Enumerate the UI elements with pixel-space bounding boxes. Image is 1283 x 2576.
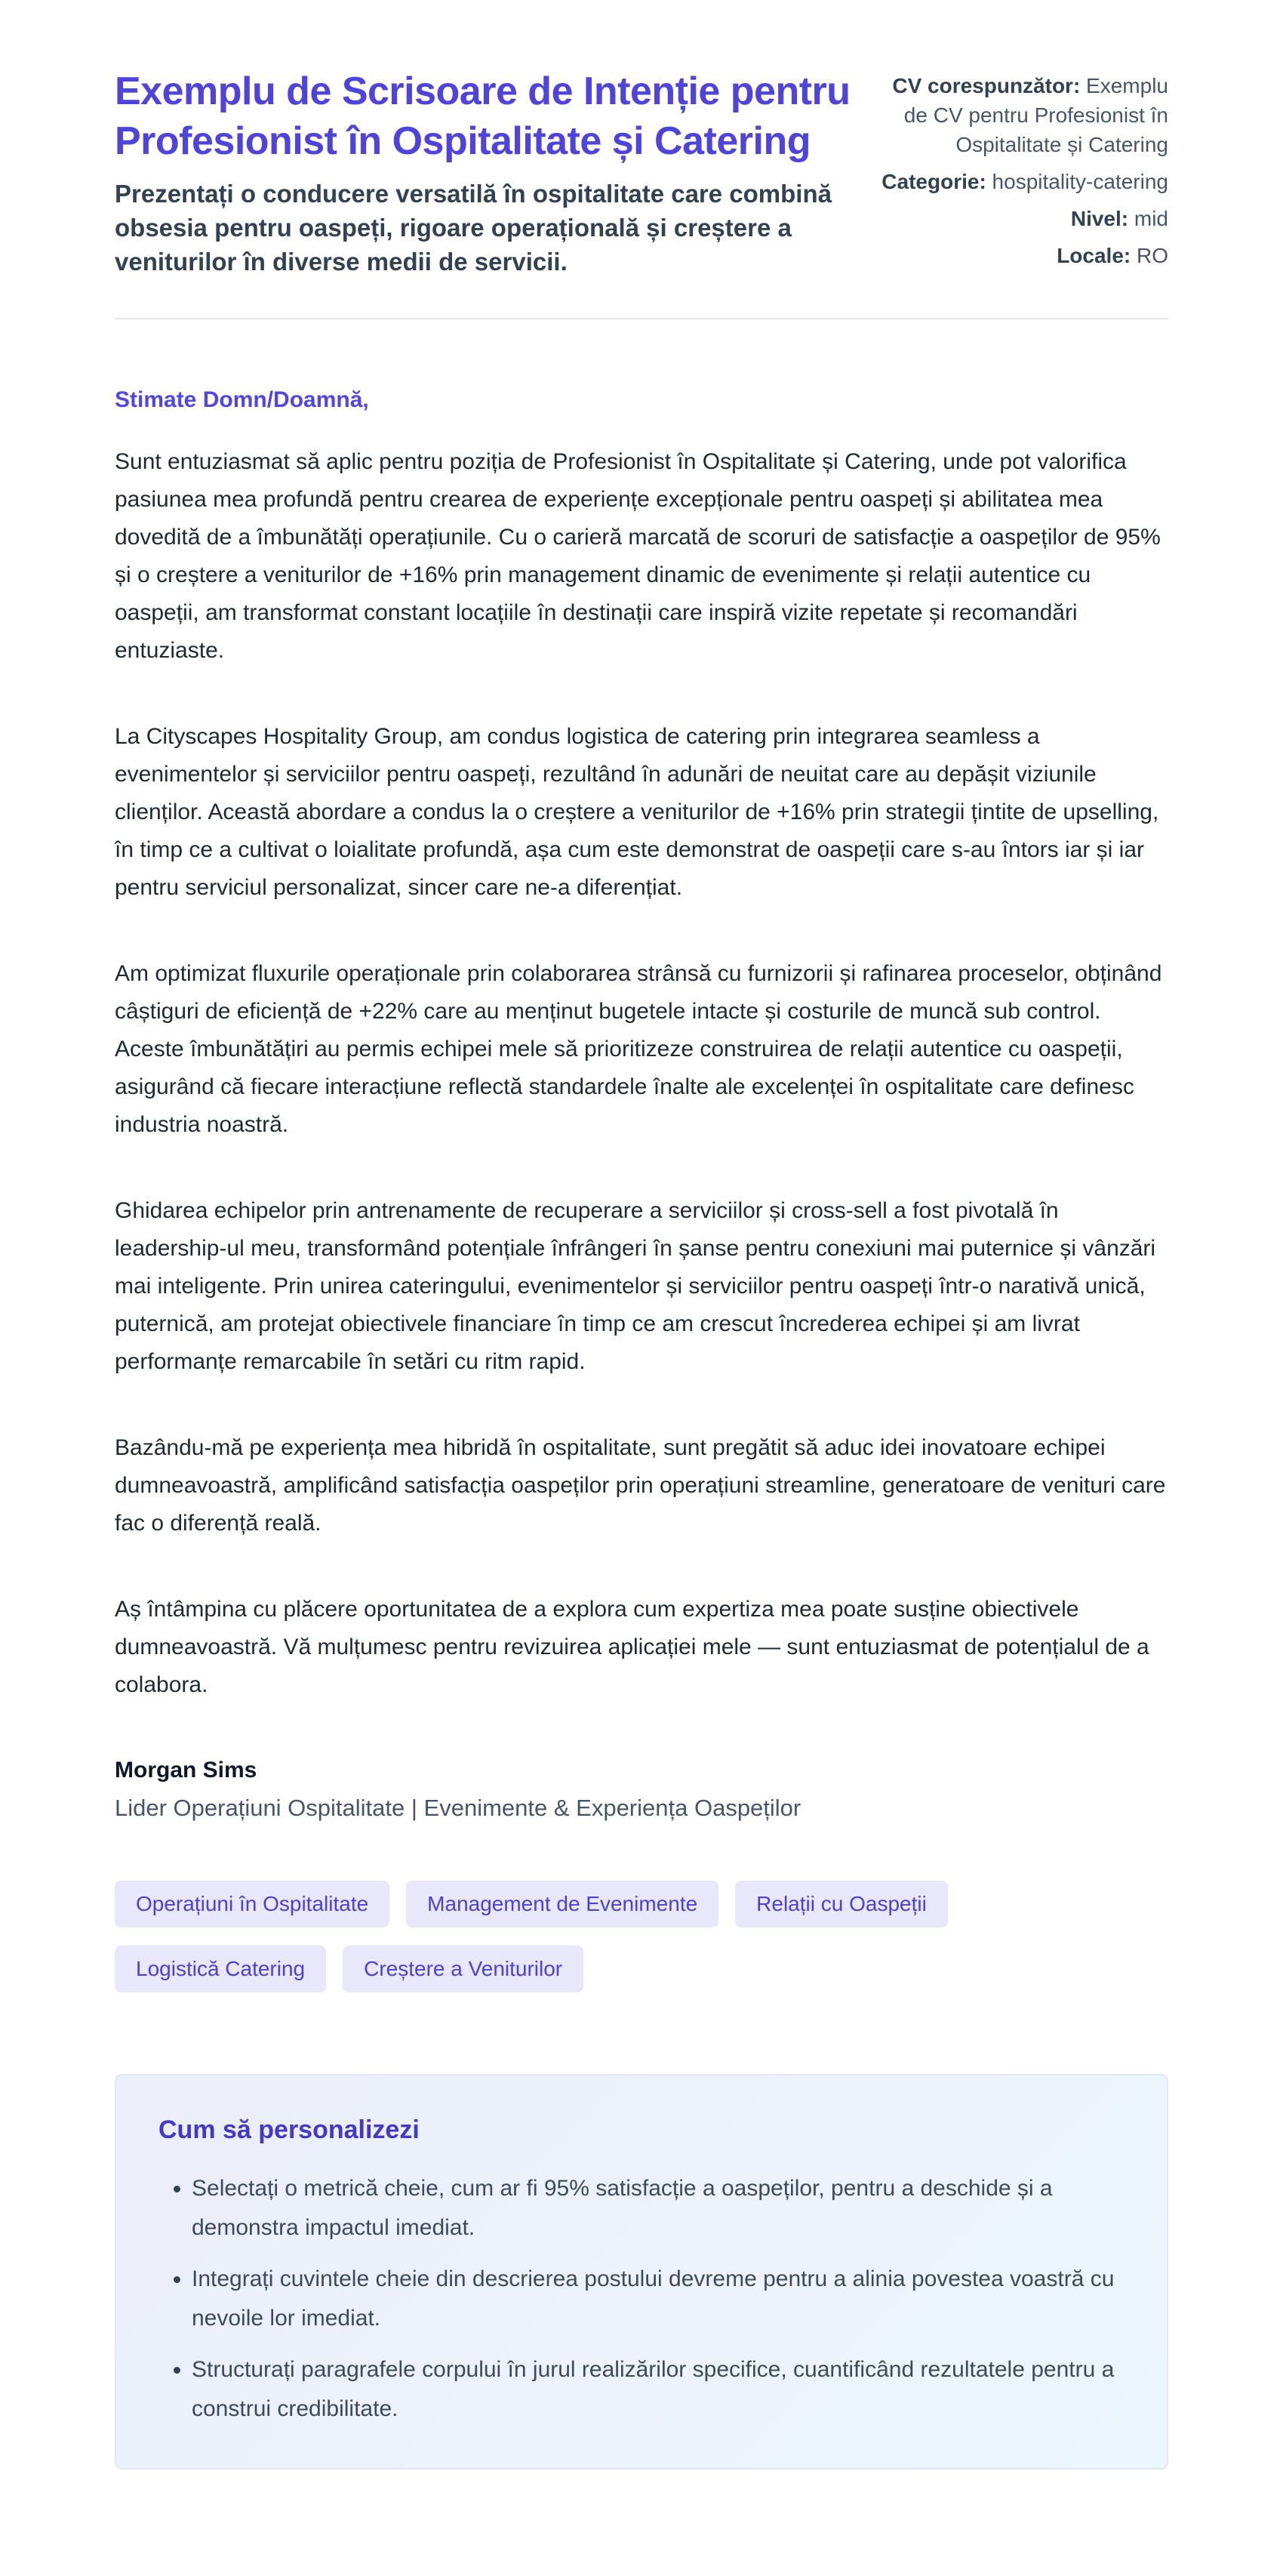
- letter-paragraph: La Cityscapes Hospitality Group, am condus logistica de catering prin integrarea seamless a evenimentelor și serviciilor pentru oaspeți, rezultând în adunări de neuitat care au depășit viziunile clienților. Această abordare a condus la o creștere a veniturilor de +16% prin strategii țintite de upselling, în timp ce a cultivat o loialitate profundă, așa cum este demonstrat de oaspeții care s-au întors iar și iar pentru serviciul personalizat, sincer care ne-a diferențiat.: [115, 724, 1159, 900]
- tip-item: • Structurați paragrafele corpului în jurul realizărilor specifice, cuantificând rezultatele pentru a construi credibilitate.: [192, 2350, 1120, 2429]
- letter-greeting: Stimate Domn/Doamnă,: [115, 387, 369, 412]
- tag-chip-catering-logistics[interactable]: Logistică Catering: [115, 1946, 326, 1992]
- tag-chip-hospitality-operations[interactable]: Operațiuni în Ospitalitate: [115, 1881, 389, 1927]
- letter-paragraph: Aș întâmpina cu plăcere oportunitatea de a explora cum expertiza mea poate susține obiectivele dumneavoastră. Vă mulțumesc pentru revizuirea aplicației mele — sunt entuziasmat de potențialul de a colabora.: [115, 1597, 1149, 1697]
- tag-chip-revenue-growth[interactable]: Creștere a Veniturilor: [343, 1946, 583, 1992]
- meta-cv-label: CV corespunzător:: [892, 74, 1081, 97]
- page-subtitle: Prezentați o conducere versatilă în ospitalitate care combină obsesia pentru oaspeți, rigoare operațională și creștere a veniturilor în diverse medii de servicii.: [115, 180, 832, 276]
- meta-locale-label: Locale:: [1057, 244, 1131, 267]
- tips-list: [158, 2169, 1125, 2429]
- header-divider: [115, 318, 1168, 319]
- meta-category-label: Categorie:: [881, 170, 986, 193]
- letter-body: [115, 381, 1168, 1826]
- tag-chip-guest-relations[interactable]: Relații cu Oaspeții: [735, 1881, 948, 1927]
- tag-list: [115, 1881, 1168, 1992]
- meta-cv-value: Exemplu de CV pentru Profesionist în Ospitalitate și Catering: [903, 74, 1168, 156]
- tip-item: • Integrați cuvintele cheie din descrierea postului devreme pentru a alinia povestea voastră cu nevoile lor imediat.: [192, 2260, 1120, 2338]
- page-title: Exemplu de Scrisoare de Intenție pentru Profesionist în Ospitalitate și Catering: [115, 69, 851, 163]
- meta-row-category: [866, 167, 1168, 196]
- signature-job-title: Lider Operațiuni Ospitalitate | Evenimente & Experiența Oaspeților: [115, 1795, 801, 1821]
- meta-category-value: hospitality-catering: [986, 170, 1168, 193]
- meta-row-locale: [866, 241, 1168, 270]
- letter-paragraph: Am optimizat fluxurile operaționale prin colaborarea strânsă cu furnizorii și rafinarea proceselor, obținând câștiguri de eficiență de +22% care au menținut bugetele intacte și costurile de muncă sub control. Aceste îmbunătățiri au permis echipei mele să prioritizeze construirea de relații autentice cu oaspeții, asigurând că fiecare interacțiune reflectă standardele înalte ale excelenței în ospitalitate care definesc industria noastră.: [115, 961, 1162, 1137]
- letter-paragraph: Ghidarea echipelor prin antrenamente de recuperare a serviciilor și cross-sell a fost pivotală în leadership-ul meu, transformând potențiale înfrângeri în șanse pentru conexiuni mai puternice și vânzări mai inteligente. Prin unirea cateringului, evenimentelor și serviciilor pentru oaspeți într-o narativă unică, puternică, am protejat obiectivele financiare în timp ce am crescut încrederea echipei și am livrat performanțe remarcabile în setări cu ritm rapid.: [115, 1198, 1156, 1374]
- header-title-block: [115, 66, 866, 279]
- meta-level-label: Nivel:: [1070, 207, 1129, 230]
- signature-block: [115, 1752, 1168, 1826]
- meta-row-cv: [866, 71, 1168, 159]
- page-header: [115, 66, 1168, 279]
- signature-name: Morgan Sims: [115, 1758, 257, 1783]
- tag-chip-event-management[interactable]: Management de Evenimente: [406, 1881, 718, 1927]
- meta-level-value: mid: [1128, 207, 1168, 230]
- meta-locale-value: RO: [1131, 244, 1168, 267]
- meta-panel: [866, 66, 1168, 278]
- tips-title: Cum să personalizezi: [158, 2115, 420, 2144]
- personalization-tips-box: [115, 2074, 1168, 2470]
- tip-item: • Selectați o metrică cheie, cum ar fi 95% satisfacție a oaspeților, pentru a deschide și a demonstra impactul imediat.: [192, 2169, 1120, 2248]
- meta-row-level: [866, 204, 1168, 233]
- letter-paragraph: Sunt entuziasmat să aplic pentru poziția de Profesionist în Ospitalitate și Catering, unde pot valorifica pasiunea mea profundă pentru crearea de experiențe excepționale pentru oaspeți și abilitatea mea dovedită de a îmbunătăți operațiunile. Cu o carieră marcată de scoruri de satisfacție a oaspeților de 95% și o creștere a veniturilor de +16% prin management dinamic de evenimente și relații autentice cu oaspeții, am transformat constant locațiile în destinații care inspiră vizite repetate și recomandări entuziaste.: [115, 449, 1161, 663]
- letter-paragraph: Bazându-mă pe experiența mea hibridă în ospitalitate, sunt pregătit să aduc idei inovatoare echipei dumneavoastră, amplificând satisfacția oaspeților prin operațiuni streamline, generatoare de venituri care fac o diferență reală.: [115, 1435, 1166, 1536]
